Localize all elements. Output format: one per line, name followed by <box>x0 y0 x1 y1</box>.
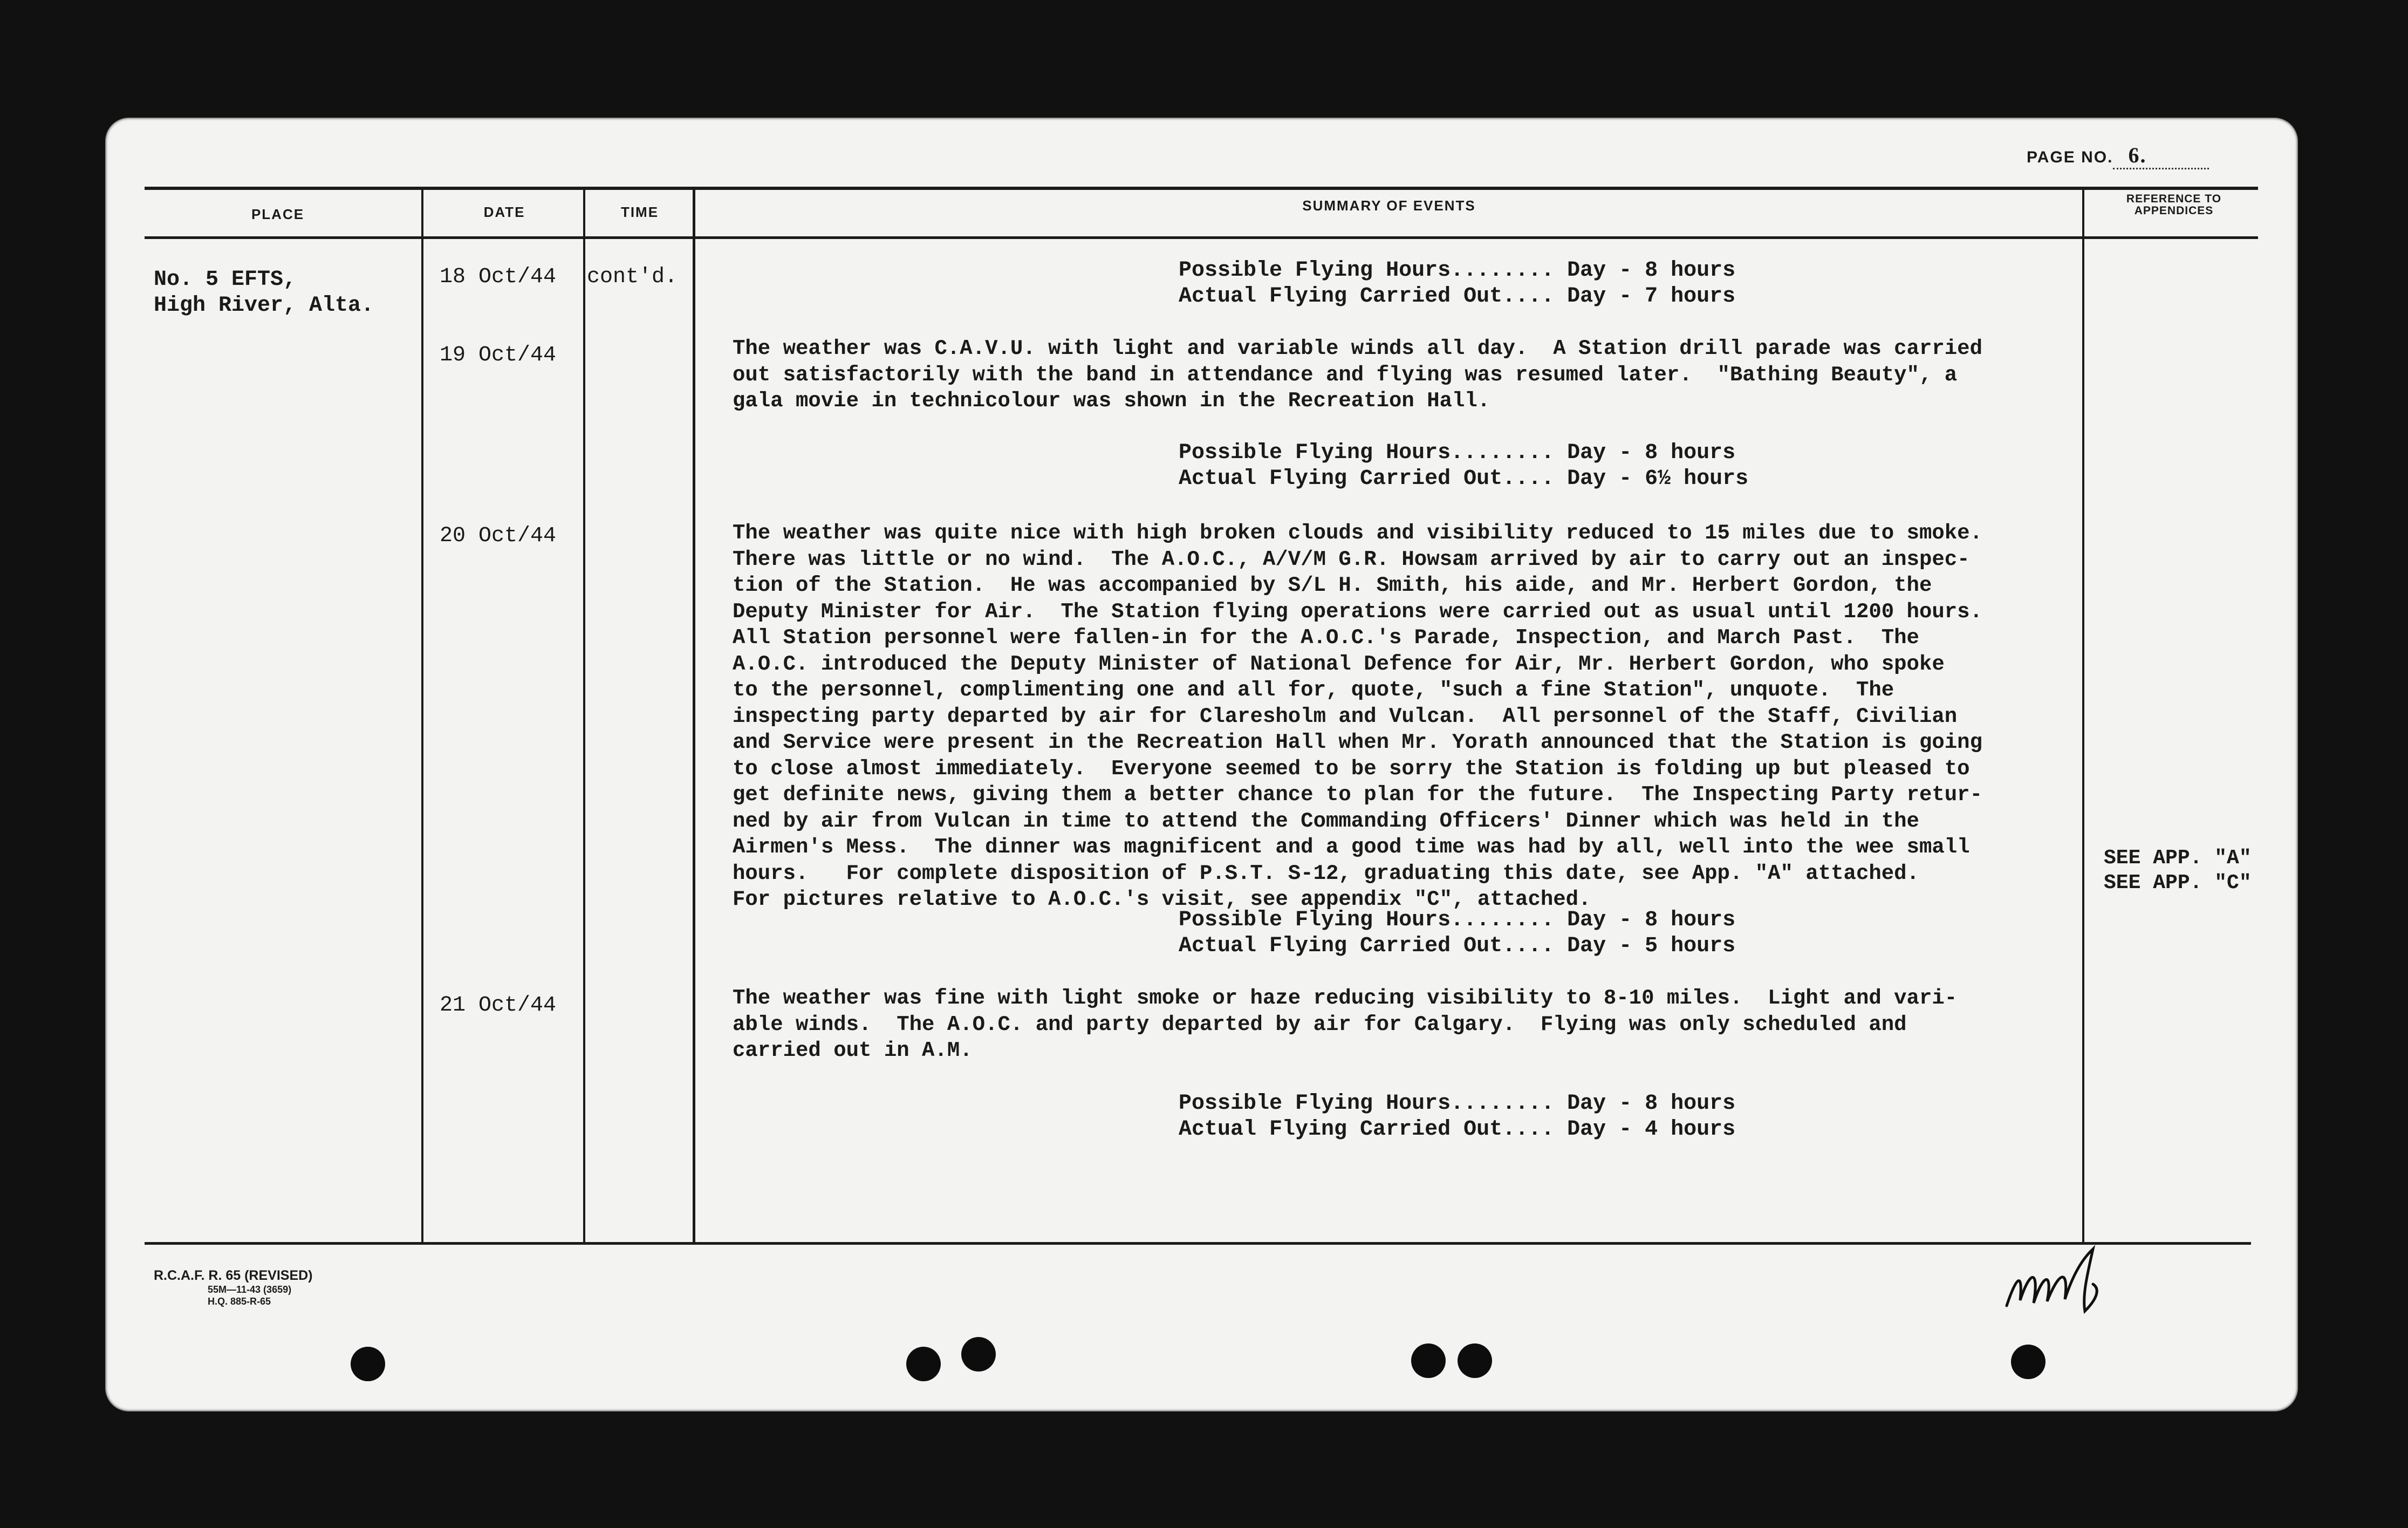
header-bottom-rule <box>145 236 2258 239</box>
entry-time: cont'd. <box>587 265 678 289</box>
punch-hole <box>2011 1345 2046 1379</box>
punch-hole <box>351 1347 385 1381</box>
possible-flying-hours: Possible Flying Hours........ Day - 8 hours <box>1179 258 1736 283</box>
actual-flying-hours: Actual Flying Carried Out.... Day - 6½ hours <box>1179 467 1749 491</box>
header-top-rule <box>145 187 2258 190</box>
header-place: PLACE <box>251 206 305 222</box>
punch-hole <box>1458 1343 1492 1378</box>
possible-flying-hours: Possible Flying Hours........ Day - 8 hours <box>1179 908 1736 932</box>
appendix-references: SEE APP. "A" SEE APP. "C" <box>2104 847 2252 895</box>
footer-rule <box>145 1242 2251 1245</box>
possible-flying-hours: Possible Flying Hours........ Day - 8 hours <box>1179 441 1736 465</box>
page-number-value: 6. <box>2113 142 2209 169</box>
header-time: TIME <box>620 204 659 220</box>
col-rule-date-time <box>583 190 585 1242</box>
header-summary: SUMMARY OF EVENTS <box>1302 197 1476 214</box>
form-identifier: R.C.A.F. R. 65 (REVISED) 55M—11-43 (3659) H.Q. 885-R-65 <box>154 1268 313 1307</box>
possible-flying-hours: Possible Flying Hours........ Day - 8 hours <box>1179 1092 1736 1116</box>
entry-date: 18 Oct/44 <box>440 265 557 289</box>
col-rule-place-date <box>421 190 423 1242</box>
actual-flying-hours: Actual Flying Carried Out.... Day - 5 hours <box>1179 934 1736 958</box>
header-date: DATE <box>483 204 525 220</box>
punch-hole <box>906 1347 941 1381</box>
actual-flying-hours: Actual Flying Carried Out.... Day - 4 hours <box>1179 1117 1736 1142</box>
header-reference: REFERENCE TO APPENDICES <box>2126 193 2222 217</box>
entry-date: 20 Oct/44 <box>440 524 557 548</box>
entry-date: 21 Oct/44 <box>440 993 557 1018</box>
entry-summary-text: The weather was fine with light smoke or haze reducing visibility to 8-10 miles. Light and vari- able winds. The A.O.C. and party departed by air for Calgary. Flying was only scheduled and carried out in A.M. <box>733 986 1958 1062</box>
page-number: PAGE NO. 6. <box>2027 142 2209 169</box>
entry-summary-text: The weather was C.A.V.U. with light and variable winds all day. A Station drill parade was carried out satisfactorily with the band in attendance and flying was resumed later. "Bathing Beauty", a gala movie in technicolour was shown in the Recreation Hall. <box>733 337 1982 413</box>
entry-summary-text: The weather was quite nice with high broken clouds and visibility reduced to 15 miles due to smoke. There was little or no wind. The A.O.C., A/V/M G.R. Howsam arrived by air to carry out an inspec- tion of the Station. He was accompanied by S/L H. Smith, his aide, and Mr. Herbert Gordon, the Deputy Minister for Air. The Station flying operations were carried out as usual until 1200 hours. All Station personnel were fallen-in for the A.O.C.'s Parade, Inspection, and March Past. The A.O.C. introduced the Deputy Minister of National Defence for Air, Mr. Herbert Gordon, who spoke to the personnel, complimenting one and all for, quote, "such a fine Station", unquote. The inspecting party departed by air for Claresholm and Vulcan. All personnel of the Staff, Civilian and Service were present in the Recreation Hall when Mr. Yorath announced that the Station is going to close almost immediately. Everyone seemed to be sorry the Station is folding up but pleased to get definite news, giving them a better chance to plan for the future. The Inspecting Party retur- ned by air from Vulcan in time to attend the Commanding Officers' Dinner which was held in the Airmen's Mess. The dinner was magnificent and a good time was had by all, well into the wee small hours. For complete disposition of P.S.T. S-12, graduating this date, see App. "A" attached. For pictures relative to A.O.C.'s visit, see appendix "C", attached. <box>733 521 1982 911</box>
place-cell: No. 5 EFTS, High River, Alta. <box>154 268 374 318</box>
punch-hole <box>1411 1343 1446 1378</box>
signature-initials <box>2001 1241 2142 1322</box>
entry-date: 19 Oct/44 <box>440 343 557 367</box>
punch-hole <box>961 1337 996 1372</box>
col-rule-summary-ref <box>2082 190 2084 1242</box>
actual-flying-hours: Actual Flying Carried Out.... Day - 7 hours <box>1179 284 1736 309</box>
col-rule-time-summary <box>693 190 695 1242</box>
